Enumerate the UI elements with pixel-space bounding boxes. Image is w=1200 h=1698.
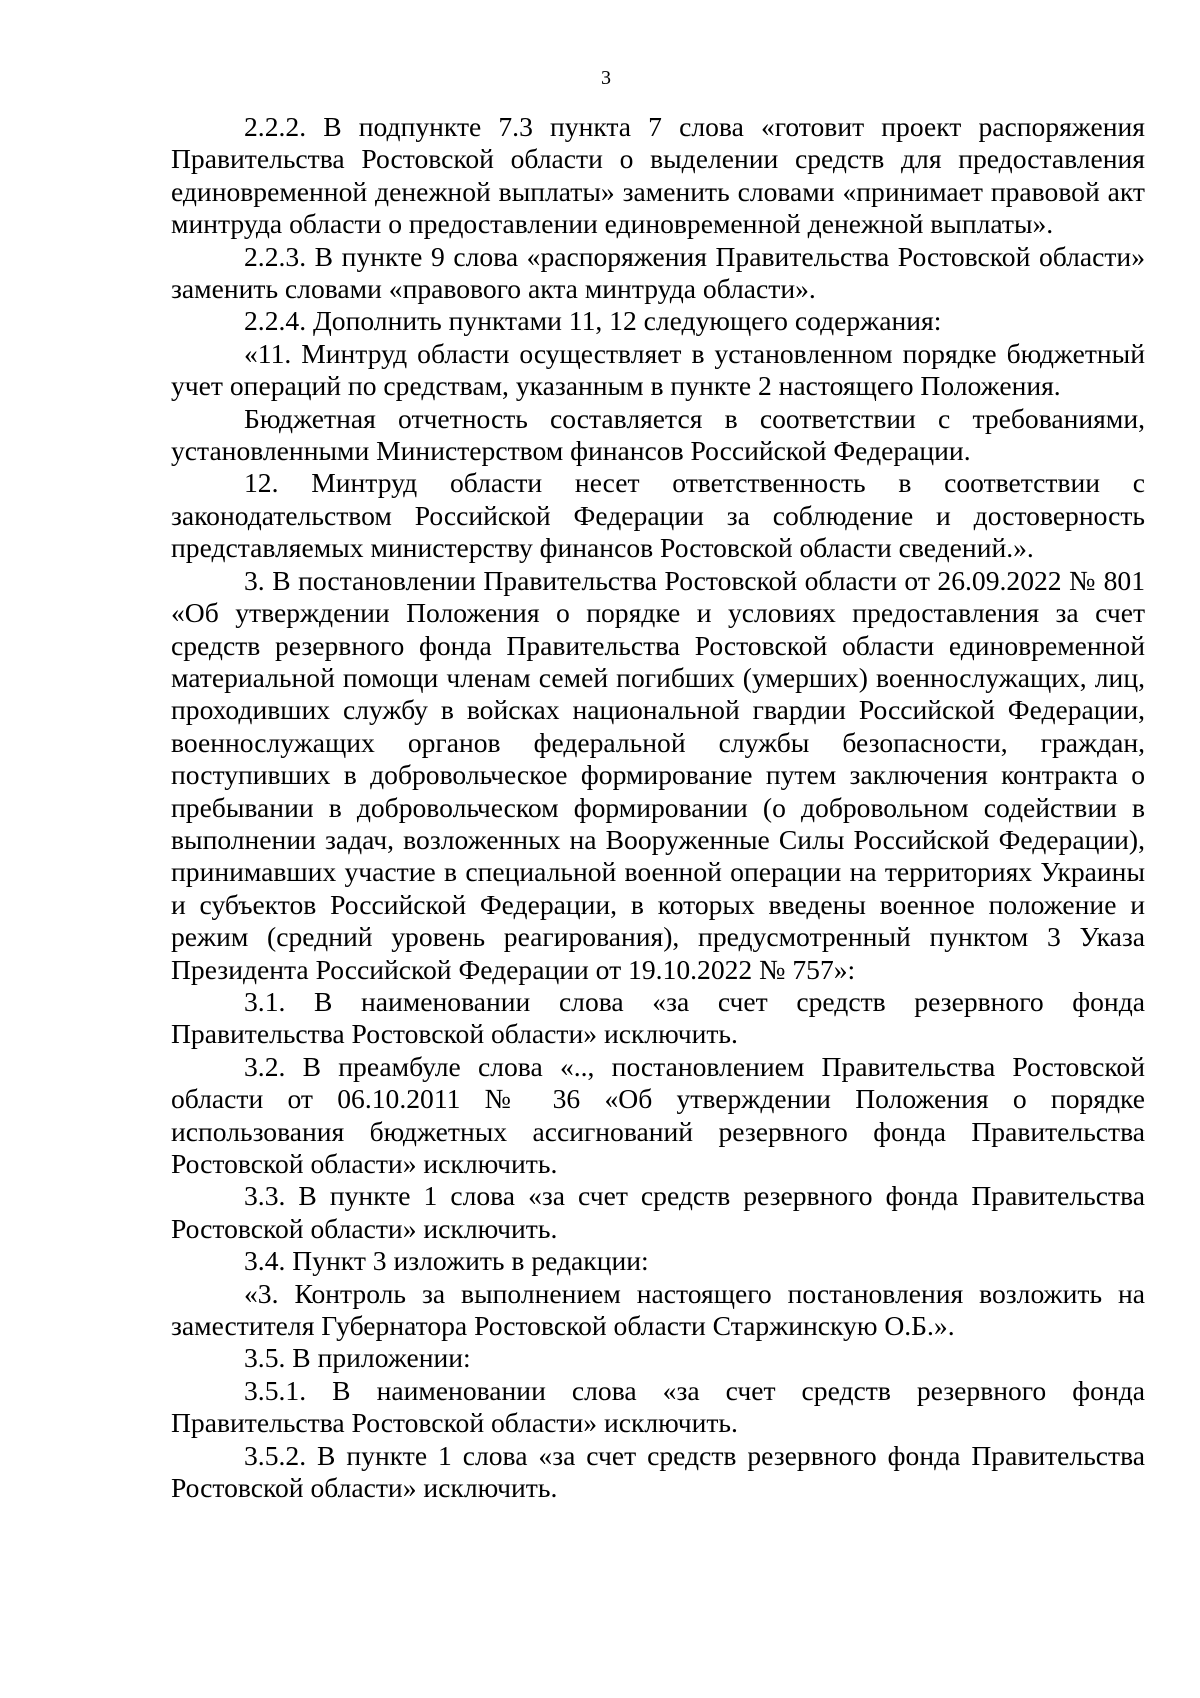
paragraph-3-3: 3.3. В пункте 1 слова «за счет средств резервного фонда Правительства Ростовской области» исключить. [171, 1180, 1145, 1244]
paragraph-3-1: 3.1. В наименовании слова «за счет средств резервного фонда Правительства Ростовской области» исключить. [171, 985, 1145, 1050]
page-number: 3 [601, 67, 611, 89]
paragraph-budget-reporting: Бюджетная отчетность составляется в соответствии с требованиями, установленными Министерством финансов Российской Федерации. [171, 402, 1145, 467]
paragraph-2-2-4: 2.2.4. Дополнить пунктами 11, 12 следующего содержания: [244, 305, 942, 337]
paragraph-3-4: 3.4. Пункт 3 изложить в редакции: [244, 1245, 649, 1277]
paragraph-2-2-2: 2.2.2. В подпункте 7.3 пункта 7 слова «готовит проект распоряжения Правительства Ростовской области о выделении средств для предоставления единовременной денежной выплаты» заменить словами «принимает правовой акт минтруда области о предоставлении единовременной денежной выплаты». [171, 111, 1145, 240]
paragraph-3-2: 3.2. В преамбуле слова «.., постановлением Правительства Ростовской области от 06.10.2011 № 36 «Об утверждении Положения о порядке использования бюджетных ассигнований резервного фонда Правительства Ростовской области» исключить. [171, 1050, 1145, 1179]
paragraph-2-2-3: 2.2.3. В пункте 9 слова «распоряжения Правительства Ростовской области» заменить словами «правового акта минтруда области». [171, 240, 1145, 305]
paragraph-3-5-1: 3.5.1. В наименовании слова «за счет средств резервного фонда Правительства Ростовской области» исключить. [171, 1374, 1145, 1439]
paragraph-control-item-3: «3. Контроль за выполнением настоящего постановления возложить на заместителя Губернатора Ростовской области Старжинскую О.Б.». [171, 1277, 1145, 1342]
paragraph-item-12: 12. Минтруд области несет ответственность в соответствии с законодательством Российской Федерации за соблюдение и достоверность представляемых министерству финансов Ростовской области сведений.». [171, 467, 1145, 564]
paragraph-3-5-2: 3.5.2. В пункте 1 слова «за счет средств резервного фонда Правительства Ростовской области» исключить. [171, 1439, 1145, 1504]
paragraph-item-11: «11. Минтруд области осуществляет в установленном порядке бюджетный учет операций по средствам, указанным в пункте 2 настоящего Положения. [171, 337, 1145, 402]
paragraph-3: 3. В постановлении Правительства Ростовской области от 26.09.2022 № 801 «Об утверждении Положения о порядке и условиях предоставления за счет средств резервного фонда Правительства Ростовской области единовременной материальной помощи членам семей погибших (умерших) военнослужащих, лиц, проходивших службу в войсках национальной гвардии Российской Федерации, военнослужащих органов федеральной службы безопасности, граждан, поступивших в добровольческое формирование путем заключения контракта о пребывании в добровольческом формировании (о добровольном содействии в выполнении задач, возложенных на Вооруженные Силы Российской Федерации), принимавших участие в специальной военной операции на территориях Украины и субъектов Российской Федерации, в которых введены военное положение и режим (средний уровень реагирования), предусмотренный пунктом 3 Указа Президента Российской Федерации от 19.10.2022 № 757»: [171, 564, 1145, 985]
paragraph-3-5: 3.5. В приложении: [244, 1342, 471, 1374]
document-body [171, 111, 1145, 1504]
